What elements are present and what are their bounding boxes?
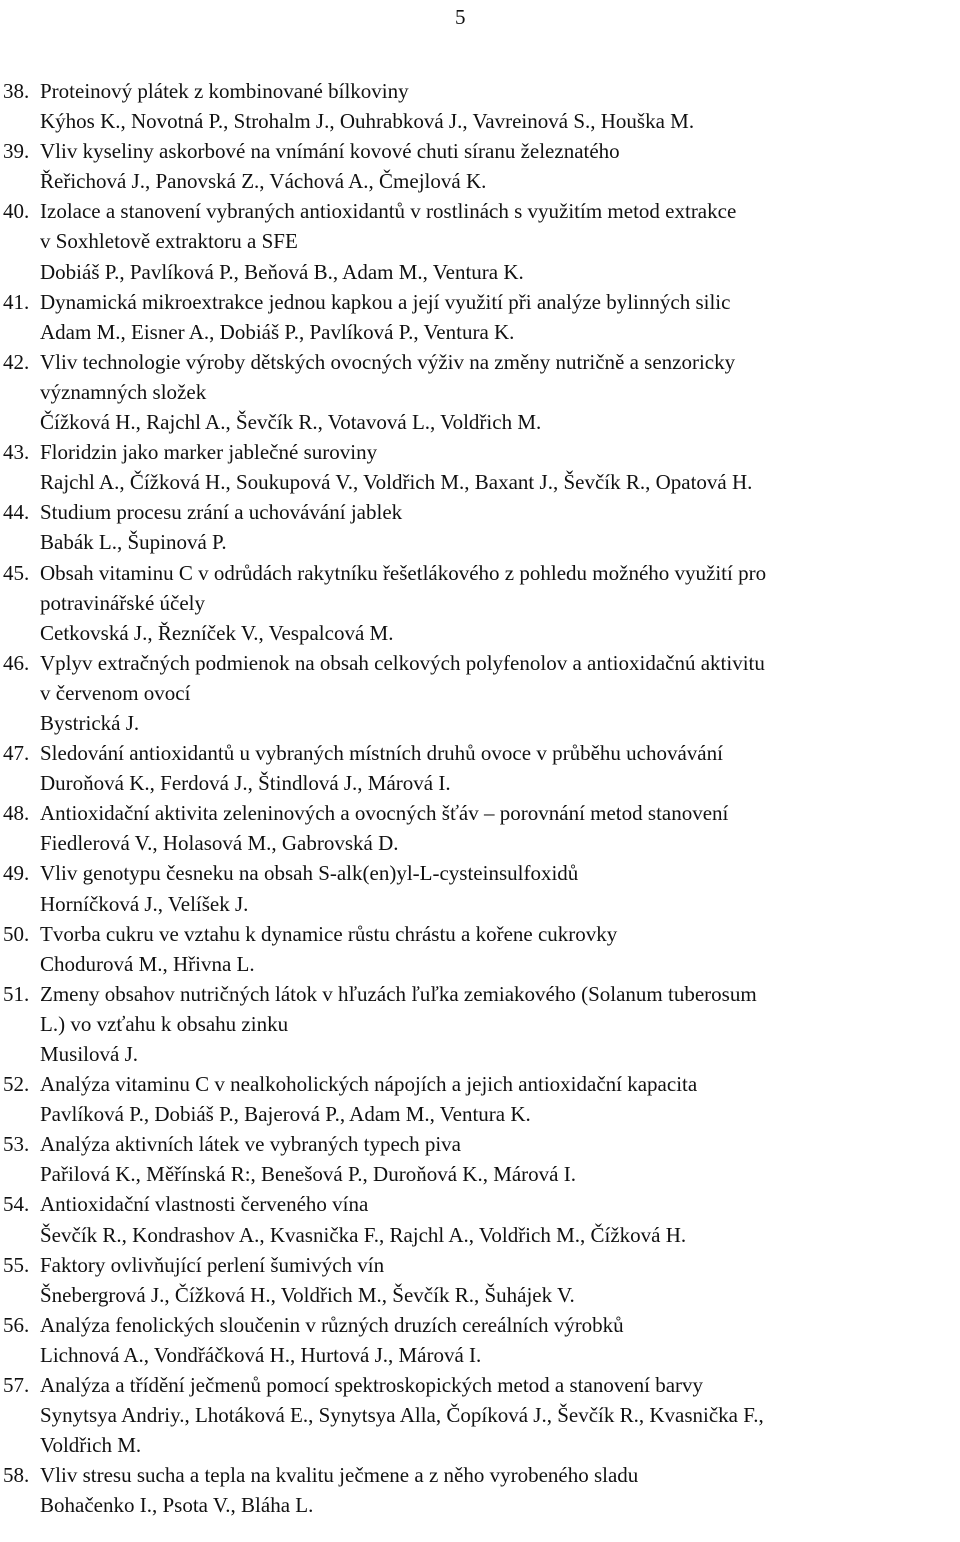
entry-title-line: Analýza a třídění ječmenů pomocí spektroskopických metod a stanovení barvy <box>40 1373 704 1398</box>
entry-body <box>40 437 958 497</box>
list-item <box>3 798 958 858</box>
entry-number: 55. <box>3 1252 30 1277</box>
entry-number: 54. <box>3 1192 30 1217</box>
entry-authors: Babák L., Šupinová P. <box>40 530 227 555</box>
entry-title-line: Vplyv extračných podmienok na obsah celkových polyfenolov a antioxidačnú aktivitu <box>40 650 765 675</box>
entry-body <box>40 558 958 648</box>
entry-body <box>40 858 958 918</box>
entry-body <box>40 287 958 347</box>
entry-number: 44. <box>3 500 30 525</box>
entry-authors: Pařilová K., Měřínská R:, Benešová P., Duroňová K., Márová I. <box>40 1162 576 1187</box>
entry-number: 45. <box>3 560 30 585</box>
entry-title-line: Analýza aktivních látek ve vybraných typech piva <box>40 1132 462 1157</box>
entry-number: 42. <box>3 349 30 374</box>
entry-authors: Pavlíková P., Dobiáš P., Bajerová P., Adam M., Ventura K. <box>40 1102 531 1127</box>
entry-authors: Musilová J. <box>40 1042 139 1066</box>
list-item <box>3 1069 958 1129</box>
entry-title-line: Tvorba cukru ve vztahu k dynamice růstu chrástu a kořene cukrovky <box>40 921 618 946</box>
entry-body <box>40 1189 958 1249</box>
entry-body <box>40 798 958 858</box>
list-item <box>3 858 958 918</box>
entry-title-line: potravinářské účely <box>40 590 206 615</box>
entry-body <box>40 1460 958 1520</box>
entry-number: 57. <box>3 1373 30 1398</box>
entry-title-line: Sledování antioxidantů u vybraných místních druhů ovoce v průběhu uchovávání <box>40 741 723 766</box>
entry-body <box>40 497 958 557</box>
entry-title-line: Vliv stresu sucha a tepla na kvalitu ječmene a z něho vyrobeného sladu <box>40 1463 639 1488</box>
entry-title-line: v Soxhletově extraktoru a SFE <box>40 229 298 254</box>
entry-body <box>40 347 958 437</box>
entry-title-line: Studium procesu zrání a uchovávání jablek <box>40 500 403 525</box>
page-number: 5 <box>455 5 466 29</box>
entry-authors: Fiedlerová V., Holasová M., Gabrovská D. <box>40 831 399 856</box>
entry-number: 48. <box>3 801 30 826</box>
entry-title-line: Antioxidační aktivita zeleninových a ovocných šťáv – porovnání metod stanovení <box>40 801 729 826</box>
entry-body <box>40 1250 958 1310</box>
list-item <box>3 287 958 347</box>
list-item <box>3 919 958 979</box>
list-item <box>3 1250 958 1310</box>
entry-number: 47. <box>3 741 30 766</box>
list-item <box>3 1370 958 1460</box>
entry-title-line: Zmeny obsahov nutričných látok v hľuzách ľuľka zemiakového (Solanum tuberosum <box>40 981 757 1006</box>
entry-body <box>40 76 958 136</box>
entry-title-line: Izolace a stanovení vybraných antioxidantů v rostlinách s využitím metod extrakce <box>40 199 737 224</box>
entry-title-line: Dynamická mikroextrakce jednou kapkou a její využití při analýze bylinných silic <box>40 289 731 314</box>
list-item <box>3 347 958 437</box>
entry-title-line: Analýza fenolických sloučenin v různých druzích cereálních výrobků <box>40 1312 624 1337</box>
list-item <box>3 497 958 557</box>
entry-authors: Lichnová A., Vondřáčková H., Hurtová J., Márová I. <box>40 1342 482 1367</box>
entry-title-line: Antioxidační vlastnosti červeného vína <box>40 1192 369 1217</box>
list-item <box>3 196 958 286</box>
entry-title-line: Vliv technologie výroby dětských ovocných výživ na změny nutričně a senzoricky <box>40 349 736 374</box>
entry-body <box>40 136 958 196</box>
list-item <box>3 136 958 196</box>
entry-number: 50. <box>3 921 30 946</box>
entry-authors: Horníčková J., Velíšek J. <box>40 891 249 916</box>
entry-title-line: Analýza vitaminu C v nealkoholických nápojích a jejich antioxidační kapacita <box>40 1072 698 1097</box>
list-item <box>3 1460 958 1520</box>
entry-title-line: Floridzin jako marker jablečné suroviny <box>40 440 378 465</box>
list-item <box>3 1310 958 1370</box>
entry-authors: Bohačenko I., Psota V., Bláha L. <box>40 1493 314 1518</box>
entry-authors: Čížková H., Rajchl A., Ševčík R., Votavová L., Voldřich M. <box>40 410 542 435</box>
entry-authors: Šnebergrová J., Čížková H., Voldřich M., Ševčík R., Šuhájek V. <box>40 1282 575 1307</box>
entry-authors: Cetkovská J., Řezníček V., Vespalcová M. <box>40 620 394 645</box>
entry-number: 39. <box>3 139 30 164</box>
list-item <box>3 76 958 136</box>
entry-title-line: Vliv genotypu česneku na obsah S-alk(en)yl-L-cysteinsulfoxidů <box>40 861 579 886</box>
entry-body <box>40 1310 958 1370</box>
entry-authors: Ševčík R., Kondrashov A., Kvasnička F., Rajchl A., Voldřich M., Čížková H. <box>40 1222 687 1247</box>
list-item <box>3 648 958 738</box>
entry-authors: Kýhos K., Novotná P., Strohalm J., Ouhrabková J., Vavreinová S., Houška M. <box>40 109 695 134</box>
entry-body <box>40 979 958 1069</box>
entry-title-line: Proteinový plátek z kombinované bílkoviny <box>40 79 409 103</box>
entry-title-line: Synytsya Andriy., Lhotáková E., Synytsya Alla, Čopíková J., Ševčík R., Kvasnička F., <box>40 1403 764 1428</box>
entry-title-line: L.) vo vzťahu k obsahu zinku <box>40 1011 289 1036</box>
list-item <box>3 979 958 1069</box>
entry-title-line: Vliv kyseliny askorbové na vnímání kovové chuti síranu železnatého <box>40 139 620 164</box>
entry-number: 46. <box>3 650 30 675</box>
list-item <box>3 558 958 648</box>
entry-authors: Adam M., Eisner A., Dobiáš P., Pavlíková P., Ventura K. <box>40 319 515 344</box>
entry-body <box>40 1069 958 1129</box>
entry-number: 49. <box>3 861 30 886</box>
entry-body <box>40 1129 958 1189</box>
entry-number: 53. <box>3 1132 30 1157</box>
list-item <box>3 1129 958 1189</box>
entry-authors: Řeřichová J., Panovská Z., Váchová A., Čmejlová K. <box>40 169 487 194</box>
entry-authors: Bystrická J. <box>40 710 140 735</box>
entry-title-line: Faktory ovlivňující perlení šumivých vín <box>40 1252 385 1277</box>
entry-number: 40. <box>3 199 30 224</box>
entry-body <box>40 919 958 979</box>
entry-title-line: významných složek <box>40 379 207 404</box>
entry-authors: Voldřich M. <box>40 1433 142 1458</box>
entry-number: 43. <box>3 440 30 465</box>
entry-title-line: Obsah vitaminu C v odrůdách rakytníku řešetlákového z pohledu možného využití pro <box>40 560 767 585</box>
entry-authors: Duroňová K., Ferdová J., Štindlová J., Márová I. <box>40 771 451 796</box>
entry-list <box>3 76 958 1521</box>
entry-authors: Chodurová M., Hřivna L. <box>40 951 255 976</box>
entry-number: 41. <box>3 289 30 314</box>
list-item <box>3 437 958 497</box>
entry-number: 38. <box>3 79 30 103</box>
entry-body <box>40 1370 958 1460</box>
entry-body <box>40 196 958 286</box>
entry-number: 56. <box>3 1312 30 1337</box>
list-item <box>3 1189 958 1249</box>
entry-number: 51. <box>3 981 30 1006</box>
list-item <box>3 738 958 798</box>
entry-body <box>40 738 958 798</box>
entry-number: 52. <box>3 1072 30 1097</box>
entry-title-line: v červenom ovocí <box>40 680 191 705</box>
entry-number: 58. <box>3 1463 30 1488</box>
entry-authors: Dobiáš P., Pavlíková P., Beňová B., Adam M., Ventura K. <box>40 259 524 284</box>
entry-authors: Rajchl A., Čížková H., Soukupová V., Voldřich M., Baxant J., Ševčík R., Opatová H. <box>40 470 753 495</box>
entry-body <box>40 648 958 738</box>
